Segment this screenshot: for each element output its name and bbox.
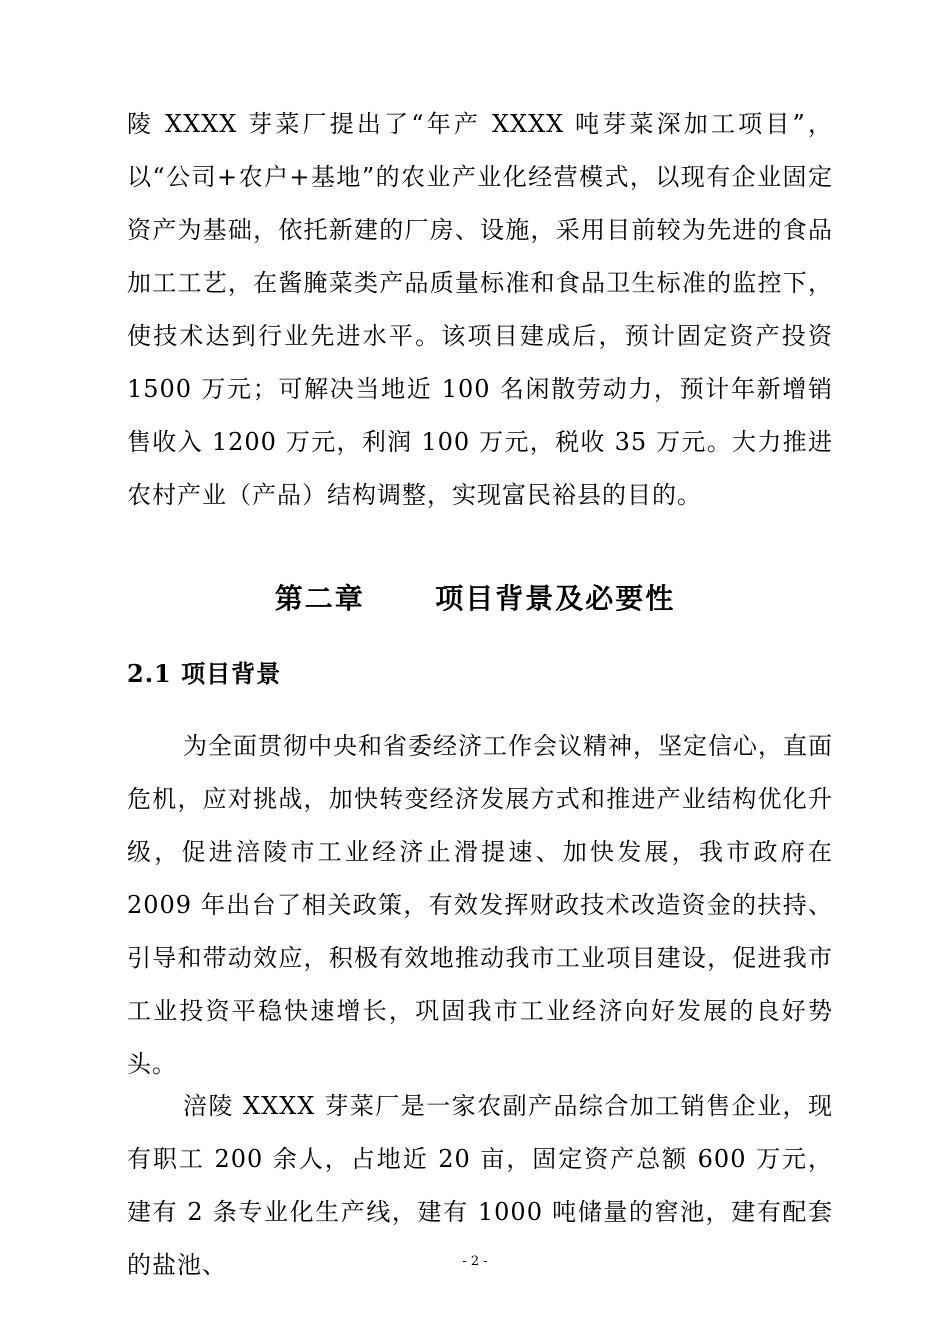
paragraph-policy-background: 为全面贯彻中央和省委经济工作会议精神，坚定信心，直面危机，应对挑战，加快转变经济发展方式和推进产业结构优化升级，促进涪陵市工业经济止滑提速、加快发展，我市政府在 2009 年出台了相关政策，有效发挥财政技术改造资金的扶持、引导和带动效应，积极有效地推动我市工业项目建设，促进我市工业投资平稳快速增长，巩固我市工业经济向好发展的良好势头。: [127, 732, 833, 1078]
paragraph-company-profile: 涪陵 XXXX 芽菜厂是一家农副产品综合加工销售企业，现有职工 200 余人，占地近 20 亩，固定资产总额 600 万元，建有 2 条专业化生产线，建有 1000 吨储量的窖池，建有配套的盐池、: [127, 1092, 833, 1279]
section-heading: 2.1 项目背景: [127, 659, 282, 688]
page-number: - 2 -: [462, 1254, 488, 1269]
chapter-title: 第二章 项目背景及必要性: [274, 582, 676, 615]
paragraph-project-overview: 陵 XXXX 芽菜厂提出了“年产 XXXX 吨芽菜深加工项目”，以“公司+农户+基地”的农业产业化经营模式，以现有企业固定资产为基础，依托新建的厂房、设施，采用目前较为先进的食品加工工艺，在酱腌菜类产品质量标准和食品卫生标准的监控下，使技术达到行业先进水平。该项目建成后，预计固定资产投资 1500 万元；可解决当地近 100 名闲散劳动力，预计年新增销售收入 1200 万元，利润 100 万元，税收 35 万元。大力推进农村产业（产品）结构调整，实现富民裕县的目的。: [127, 110, 833, 509]
